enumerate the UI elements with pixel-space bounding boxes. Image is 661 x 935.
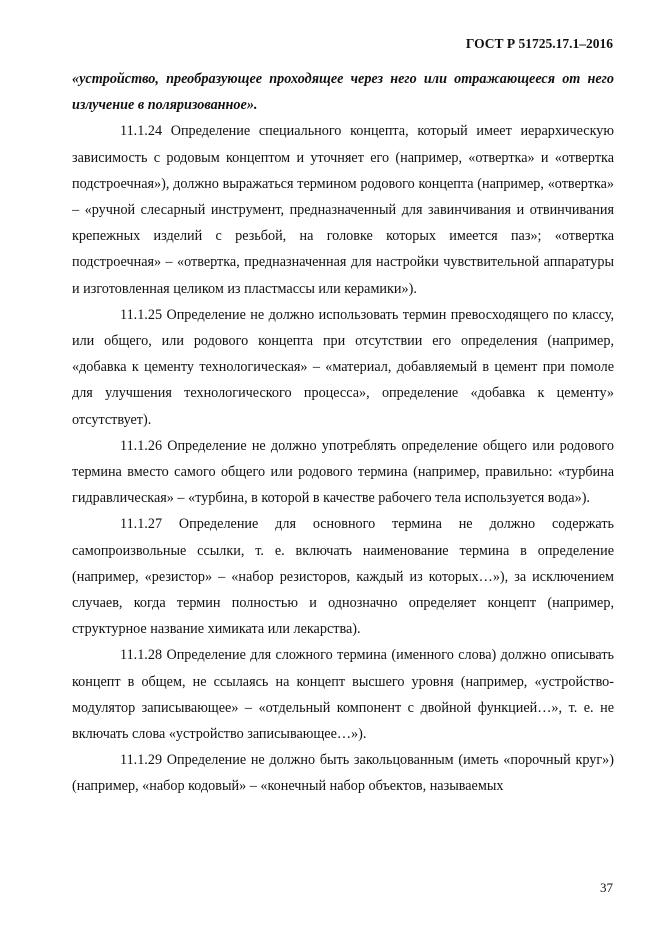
page-number: 37: [600, 880, 613, 895]
paragraph-11-1-25: 11.1.25 Определение не должно использовать термин превосходящего по классу, или общего, или родового концепта при отсутствии его определения (например, «добавка к цементу технологическая» – «материал, добавляемый в цемент при помоле для улучшения технологического процесса», определение «добавка к цементу» отсутствует).: [72, 306, 614, 428]
paragraph-11-1-28: 11.1.28 Определение для сложного термина (именного слова) должно описывать концепт в общем, не ссылаясь на концепт высшего уровня (например, «устройство-модулятор записывающее» – «отдельный компонент с двойной функцией…», т. е. не включать слова «устройство записывающее…»).: [72, 647, 614, 743]
paragraph-11-1-27: 11.1.27 Определение для основного термина не должно содержать самопроизвольные ссылки, т. е. включать наименование термина в определение (например, «резистор» – «набор резисторов, каждый из которых…»), за исключением случаев, когда термин полностью и однозначно определяет концепт (например, структурное название химиката или лекарства).: [72, 516, 614, 638]
paragraph-11-1-24: 11.1.24 Определение специального концепта, который имеет иерархическую зависимость с родовым концептом и уточняет его (например, «отвертка» и «отвертка подстроечная»), должно выражаться термином родового концепта (например, «отвертка» – «ручной слесарный инструмент, предназначенный для завинчивания и отвинчивания крепежных изделий с резьбой, на головке которых имеется паз»; «отвертка подстроечная» – «отвертка, предназначенная для настройки чувствительной аппаратуры и изготовленная целиком из пластмассы или керамики»).: [72, 123, 614, 297]
paragraph-11-1-29: 11.1.29 Определение не должно быть закольцованным (иметь «порочный круг») (например, «набор кодовый» – «конечный набор объектов, называемых: [72, 752, 614, 795]
paragraph-11-1-26: 11.1.26 Определение не должно употреблять определение общего или родового термина вместо самого общего или родового термина (например, правильно: «турбина гидравлическая» – «турбина, в которой в качестве рабочего тела используется вода»).: [72, 437, 614, 507]
document-body: [72, 66, 614, 800]
paragraph-quote-continuation: «устройство, преобразующее проходящее через него или отражающееся от него излучение в поляризованное».: [72, 71, 614, 114]
document-header: ГОСТ Р 51725.17.1–2016: [465, 36, 613, 51]
